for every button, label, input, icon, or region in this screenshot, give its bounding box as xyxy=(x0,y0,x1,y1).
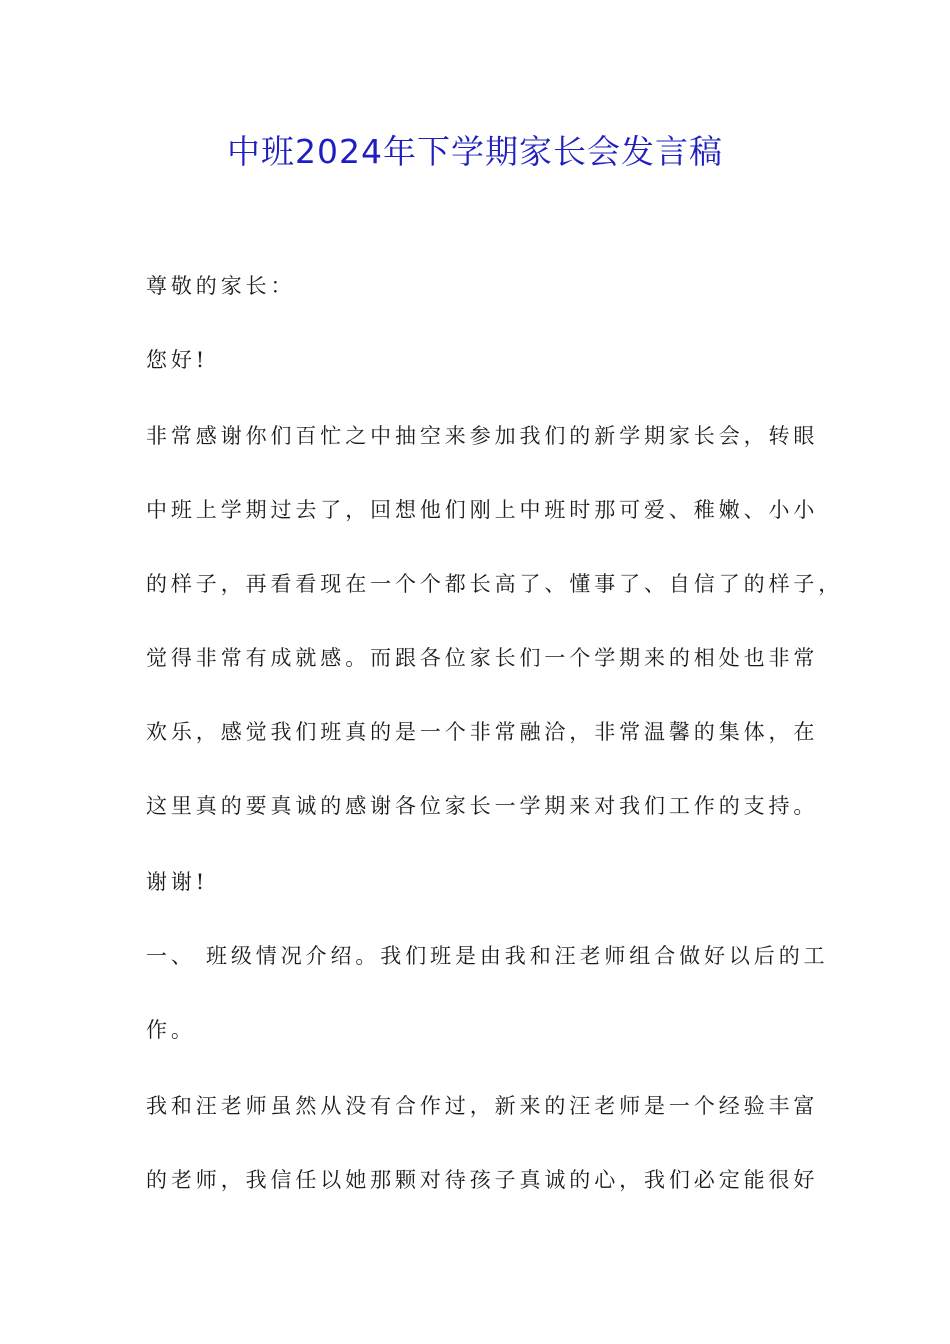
paragraph-line: 欢乐，感觉我们班真的是一个非常融洽，非常温馨的集体，在 xyxy=(146,720,819,744)
paragraph-line: 中班上学期过去了，回想他们刚上中班时那可爱、稚嫩、小小 xyxy=(146,498,819,522)
section-heading-line xyxy=(146,940,829,972)
section-heading-text: 班级情况介绍。我们班是由我和汪老师组合做好以后的工 xyxy=(206,944,829,968)
greeting-line: 尊敬的家长： xyxy=(146,274,296,298)
section-continuation-line: 作。 xyxy=(146,1018,196,1042)
paragraph-line: 的老师，我信任以她那颗对待孩子真诚的心，我们必定能很好 xyxy=(146,1168,819,1192)
paragraph-line: 的样子，再看看现在一个个都长高了、懂事了、自信了的样子， xyxy=(146,572,844,596)
document-title: 中班2024年下学期家长会发言稿 xyxy=(227,132,723,171)
hello-line: 您好! xyxy=(146,348,209,372)
section-number: 一、 xyxy=(146,944,196,968)
thanks-line: 谢谢! xyxy=(146,870,209,894)
paragraph-line: 我和汪老师虽然从没有合作过，新来的汪老师是一个经验丰富 xyxy=(146,1094,819,1118)
paragraph-line: 觉得非常有成就感。而跟各位家长们一个学期来的相处也非常 xyxy=(146,646,819,670)
paragraph-line: 非常感谢你们百忙之中抽空来参加我们的新学期家长会，转眼 xyxy=(146,424,819,448)
paragraph-line: 这里真的要真诚的感谢各位家长一学期来对我们工作的支持。 xyxy=(146,794,819,818)
